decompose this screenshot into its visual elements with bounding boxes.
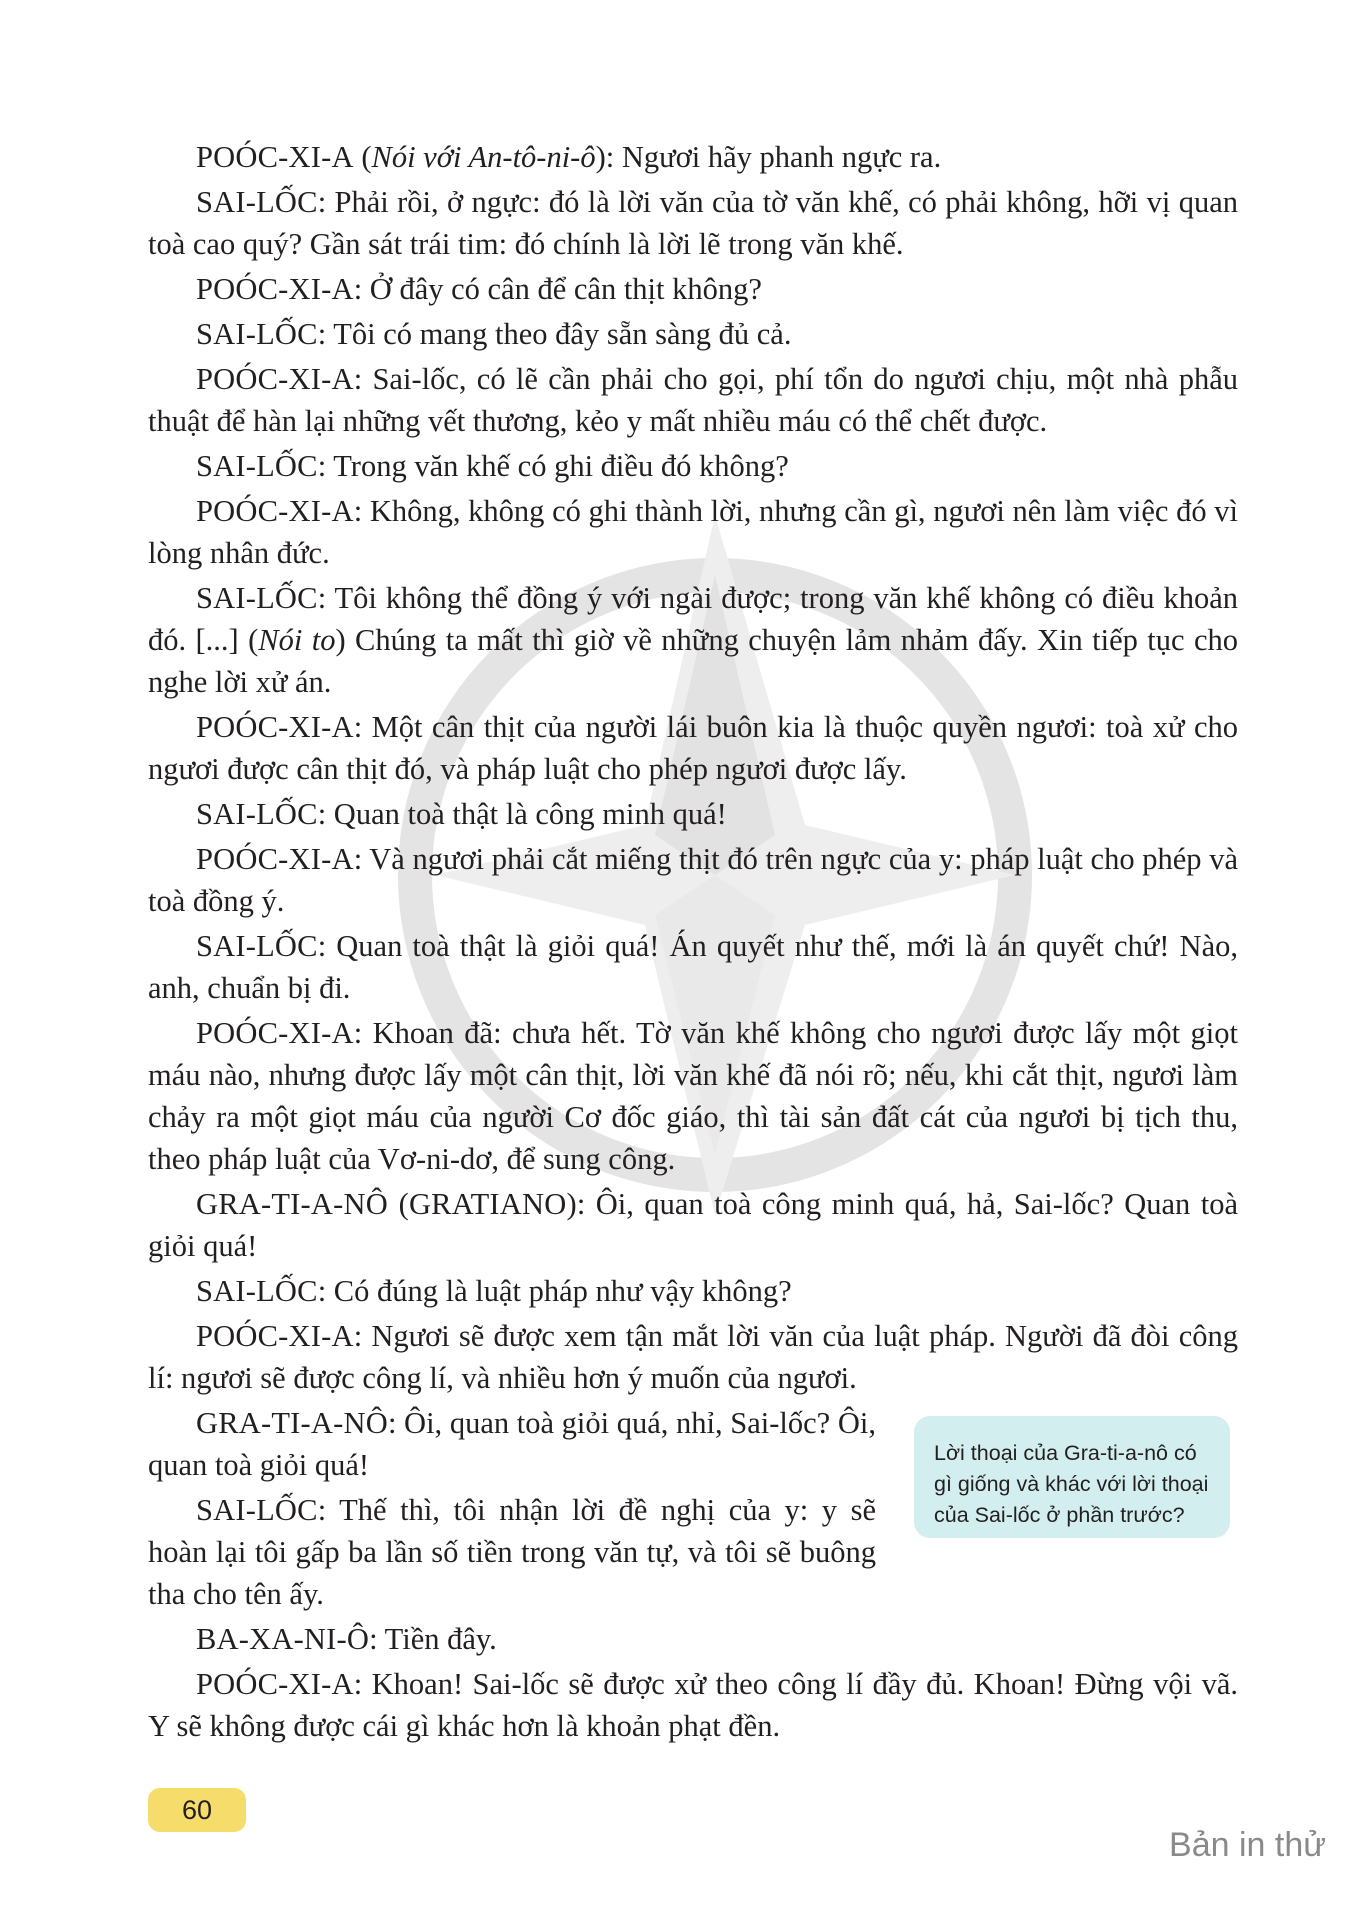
dialogue-line: (: [353, 140, 372, 174]
speaker-name: SAI-LỐC: [196, 581, 318, 615]
speaker-name: POÓC-XI-A: [196, 842, 354, 876]
dialogue-paragraph: [148, 1183, 1238, 1267]
dialogue-line: ): Ngươi hãy phanh ngực ra.: [595, 140, 942, 174]
dialogue-paragraph: [148, 136, 1238, 178]
speaker-name: POÓC-XI-A: [196, 272, 354, 306]
dialogue-paragraph: [148, 445, 1238, 487]
side-note-text: Lời thoại của Gra-ti-a-nô có gì giống và khác với lời thoại của Sai-lốc ở phần trước?: [934, 1441, 1209, 1527]
dialogue-line: : Quan toà thật là công minh quá!: [317, 797, 727, 831]
dialogue-paragraph: [148, 358, 1238, 442]
side-note-box: [914, 1416, 1230, 1538]
speaker-name: POÓC-XI-A: [196, 1319, 354, 1353]
dialogue-line: : Tiền đây.: [369, 1622, 497, 1656]
speaker-name: POÓC-XI-A: [196, 1016, 354, 1050]
dialogue-paragraph: [148, 181, 1238, 265]
speaker-name: SAI-LỐC: [196, 449, 318, 483]
dialogue-paragraph: [148, 838, 1238, 922]
stage-direction: Nói với An-tô-ni-ô: [371, 140, 596, 174]
dialogue-paragraph: [148, 490, 1238, 574]
stage-direction: Nói to: [258, 623, 336, 657]
dialogue-line: : Ôi, quan toà công minh quá, hả, Sai-lốc? Quan toà giỏi quá!: [148, 1187, 1239, 1263]
speaker-name: POÓC-XI-A: [196, 710, 354, 744]
dialogue-line: : Quan toà thật là giỏi quá! Án quyết như thế, mới là án quyết chứ! Nào, anh, chuẩn bị đi.: [148, 929, 1238, 1005]
dialogue-paragraph: [148, 313, 1238, 355]
dialogue-line: : Ở đây có cân để cân thịt không?: [353, 272, 762, 306]
dialogue-paragraph: [148, 1402, 876, 1486]
dialogue-paragraph: [148, 577, 1238, 703]
speaker-name: SAI-LỐC: [196, 797, 318, 831]
dialogue-paragraph: [148, 706, 1238, 790]
dialogue-paragraph: [148, 1012, 1238, 1180]
dialogue-line: : Sai-lốc, có lẽ cần phải cho gọi, phí tổn do ngươi chịu, một nhà phẫu thuật để hàn lại những vết thương, kẻo y mất nhiều máu có thể chết được.: [148, 362, 1238, 438]
dialogue-line: ) Chúng ta mất thì giờ về những chuyện lảm nhảm đấy. Xin tiếp tục cho nghe lời xử án.: [148, 623, 1238, 699]
dialogue-paragraph: [148, 1489, 876, 1615]
speaker-name: SAI-LỐC: [196, 317, 318, 351]
speaker-name: POÓC-XI-A: [196, 362, 354, 396]
dialogue-paragraph: [148, 793, 1238, 835]
dialogue-paragraph: [148, 1270, 1238, 1312]
dialogue-line: : Ôi, quan toà giỏi quá, nhỉ, Sai-lốc? Ôi, quan toà giỏi quá!: [148, 1406, 876, 1482]
dialogue-line: : Không, không có ghi thành lời, nhưng cần gì, ngươi nên làm việc đó vì lòng nhân đức.: [148, 494, 1238, 570]
dialogue-line: : Và ngươi phải cắt miếng thịt đó trên ngực của y: pháp luật cho phép và toà đồng ý.: [148, 842, 1238, 918]
speaker-name: POÓC-XI-A: [196, 494, 354, 528]
dialogue-paragraph: [148, 268, 1238, 310]
dialogue-paragraph: [148, 1618, 1238, 1660]
speaker-name: SAI-LỐC: [196, 929, 318, 963]
dialogue-line: : Một cân thịt của người lái buôn kia là thuộc quyền ngươi: toà xử cho ngươi được cân thịt đó, và pháp luật cho phép ngươi được lấy.: [148, 710, 1238, 786]
speaker-name: GRA-TI-A-NÔ: [196, 1406, 388, 1440]
speaker-name: SAI-LỐC: [196, 1493, 318, 1527]
dialogue-paragraph: [148, 1663, 1238, 1747]
dialogue-line: : Tôi không thể đồng ý với ngài được; trong văn khế không có điều khoản đó. [...] (: [148, 581, 1238, 657]
speaker-name: POÓC-XI-A: [196, 1667, 354, 1701]
dialogue-line: : Tôi có mang theo đây sẵn sàng đủ cả.: [317, 317, 792, 351]
speaker-name: GRA-TI-A-NÔ (GRATIANO): [196, 1187, 577, 1221]
speaker-name: POÓC-XI-A: [196, 140, 354, 174]
dialogue-line: : Khoan đã: chưa hết. Tờ văn khế không cho ngươi được lấy một giọt máu nào, nhưng được lấy một cân thịt, lời văn khế đã nói rõ; nếu, khi cắt thịt, ngươi làm chảy ra một giọt máu của người Cơ đốc giáo, thì tài sản đất cát của ngươi bị tịch thu, theo pháp luật của Vơ-ni-dơ, để sung công.: [148, 1016, 1238, 1176]
speaker-name: SAI-LỐC: [196, 1274, 318, 1308]
dialogue-paragraph: [148, 925, 1238, 1009]
draft-label: Bản in thử: [1169, 1826, 1326, 1864]
dialogue-line: : Trong văn khế có ghi điều đó không?: [317, 449, 789, 483]
dialogue-line: : Có đúng là luật pháp như vậy không?: [317, 1274, 792, 1308]
dialogue-line: : Ngươi sẽ được xem tận mắt lời văn của luật pháp. Người đã đòi công lí: ngươi sẽ được công lí, và nhiều hơn ý muốn của ngươi.: [148, 1319, 1238, 1395]
dialogue-line: : Khoan! Sai-lốc sẽ được xử theo công lí đầy đủ. Khoan! Đừng vội vã. Y sẽ không được cái gì khác hơn là khoản phạt đền.: [148, 1667, 1238, 1743]
speaker-name: BA-XA-NI-Ô: [196, 1622, 370, 1656]
page-number: 60: [148, 1788, 246, 1832]
dialogue-line: : Thế thì, tôi nhận lời đề nghị của y: y sẽ hoàn lại tôi gấp ba lần số tiền trong văn tự, và tôi sẽ buông tha cho tên ấy.: [148, 1493, 876, 1611]
dialogue-paragraph: [148, 1315, 1238, 1399]
speaker-name: SAI-LỐC: [196, 185, 318, 219]
dialogue-line: : Phải rồi, ở ngực: đó là lời văn của tờ văn khế, có phải không, hỡi vị quan toà cao quý? Gần sát trái tim: đó chính là lời lẽ trong văn khế.: [148, 185, 1238, 261]
